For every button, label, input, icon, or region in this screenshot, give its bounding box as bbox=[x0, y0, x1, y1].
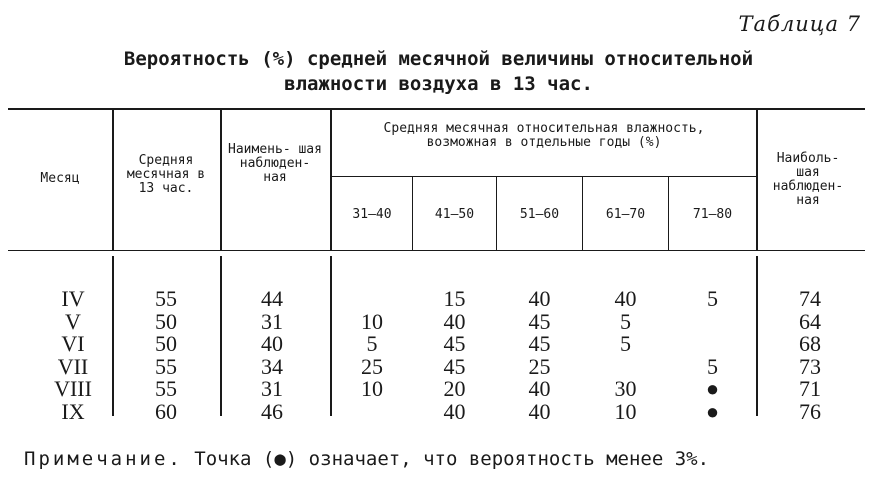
col-rule-8 bbox=[756, 110, 758, 250]
note-label: Примечание. bbox=[24, 448, 183, 470]
cell-range-3: 40 bbox=[528, 398, 551, 424]
header-bottom-rule bbox=[8, 250, 865, 251]
cell-range-3: 45 bbox=[528, 308, 551, 334]
cell-min: 40 bbox=[261, 331, 283, 356]
cell-max: 74 bbox=[799, 286, 821, 311]
body-rule-2 bbox=[220, 256, 222, 416]
body-rule-1 bbox=[112, 256, 114, 416]
cell-max: 71 bbox=[799, 376, 821, 401]
cell-range-4: 30 bbox=[614, 376, 637, 401]
cell-range-3: 25 bbox=[528, 353, 551, 379]
header-max: Наиболь- шая наблюден- ная bbox=[772, 151, 844, 208]
header-group: Средняя месячная относительная влажность, возможная в отдельные годы (%) bbox=[383, 121, 705, 150]
cell-range-2: 15 bbox=[443, 286, 466, 311]
group-header-rule bbox=[332, 176, 758, 177]
cell-month: IV bbox=[61, 286, 85, 311]
col-rule-3 bbox=[330, 110, 332, 250]
cell-range-4: 5 bbox=[620, 308, 631, 334]
cell-min: 31 bbox=[261, 308, 283, 334]
cell-max: 68 bbox=[799, 331, 821, 356]
header-range-1: 31—40 bbox=[352, 207, 392, 222]
cell-min: 31 bbox=[261, 376, 283, 401]
header-range-4: 61—70 bbox=[605, 207, 646, 222]
cell-max: 76 bbox=[799, 398, 821, 424]
cell-range-4: 40 bbox=[614, 286, 637, 311]
header-range-2: 41—50 bbox=[434, 207, 475, 222]
cell-mean: 55 bbox=[155, 286, 177, 311]
table-top-rule bbox=[8, 108, 865, 110]
cell-range-4: 5 bbox=[620, 331, 631, 356]
cell-range-2: 40 bbox=[443, 308, 466, 334]
cell-range-1: 5 bbox=[366, 331, 378, 356]
cell-min: 34 bbox=[261, 353, 283, 379]
cell-min: 46 bbox=[261, 398, 283, 424]
cell-range-5: ● bbox=[705, 376, 720, 401]
cell-month: VIII bbox=[54, 376, 92, 401]
cell-range-5: ● bbox=[705, 398, 720, 424]
table-title bbox=[0, 47, 877, 97]
header-month: Месяц bbox=[40, 171, 80, 186]
header-range-3: 51—60 bbox=[519, 207, 560, 222]
cell-mean: 55 bbox=[155, 376, 177, 401]
cell-max: 73 bbox=[799, 353, 821, 379]
cell-range-2: 45 bbox=[443, 353, 466, 379]
title-line-1: Вероятность (%) средней месячной величины относительной bbox=[123, 48, 754, 70]
cell-range-1: 10 bbox=[361, 376, 383, 401]
cell-mean: 50 bbox=[155, 308, 177, 334]
title-line-2: влажности воздуха в 13 час. bbox=[284, 73, 593, 95]
body-rule-8 bbox=[756, 256, 758, 416]
cell-month: VII bbox=[57, 353, 89, 379]
col-rule-2 bbox=[220, 110, 222, 250]
cell-mean: 50 bbox=[155, 331, 177, 356]
cell-range-3: 40 bbox=[528, 286, 551, 311]
cell-range-1: 10 bbox=[361, 308, 383, 334]
footnote bbox=[24, 448, 709, 470]
cell-month: V bbox=[65, 308, 81, 334]
note-text: Точка (●) означает, что вероятность менее 3%. bbox=[194, 448, 710, 470]
cell-range-2: 20 bbox=[443, 376, 466, 401]
cell-range-2: 45 bbox=[443, 331, 466, 356]
cell-range-5: 5 bbox=[707, 353, 718, 379]
cell-max: 64 bbox=[799, 308, 821, 334]
cell-range-2: 40 bbox=[443, 398, 466, 424]
col-rule-1 bbox=[112, 110, 114, 250]
cell-mean: 60 bbox=[155, 398, 177, 424]
table-number: Таблица 7 bbox=[738, 12, 861, 36]
cell-range-4: 10 bbox=[614, 398, 637, 424]
header-min: Наимень- шая наблюден- ная bbox=[228, 142, 322, 185]
cell-month: VI bbox=[61, 331, 85, 356]
header-range-5: 71—80 bbox=[692, 207, 733, 222]
cell-range-3: 40 bbox=[528, 376, 551, 401]
cell-min: 44 bbox=[261, 286, 283, 311]
cell-range-1: 25 bbox=[361, 353, 383, 379]
cell-range-5: 5 bbox=[707, 286, 718, 311]
cell-month: IX bbox=[61, 398, 85, 424]
header-mean: Средняя месячная в 13 час. bbox=[126, 153, 206, 196]
cell-mean: 55 bbox=[155, 353, 177, 379]
cell-range-3: 45 bbox=[528, 331, 551, 356]
